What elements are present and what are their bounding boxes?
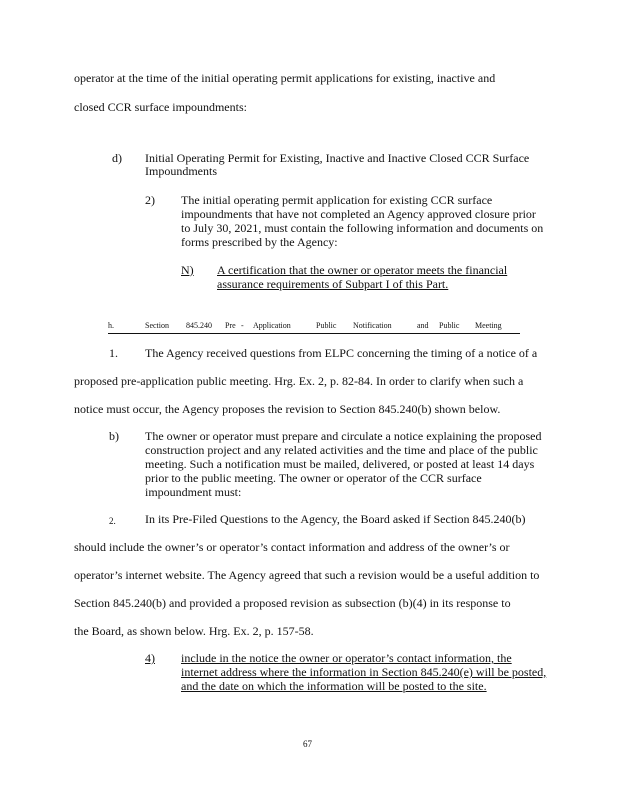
- heading-word: 845.240: [186, 321, 212, 330]
- item-b-line: construction project and any related activities and the time and place of the public: [145, 443, 538, 457]
- item-2-line: impoundments that have not completed an Agency approved closure prior: [181, 207, 536, 221]
- heading-letter: h.: [108, 321, 114, 330]
- heading-word: Meeting: [475, 321, 502, 330]
- item-b-line: The owner or operator must prepare and circulate a notice explaining the proposed: [145, 429, 542, 443]
- para-2-line: In its Pre-Filed Questions to the Agency, the Board asked if Section 845.240(b): [145, 512, 526, 526]
- para-2-line: should include the owner’s or operator’s contact information and address of the owner’s or: [74, 540, 510, 554]
- heading-word: Public: [316, 321, 337, 330]
- para-1-line: notice must occur, the Agency proposes the revision to Section 845.240(b) shown below.: [74, 402, 501, 416]
- item-2-line: forms prescribed by the Agency:: [181, 235, 338, 249]
- para-1-line: proposed pre-application public meeting. Hrg. Ex. 2, p. 82-84. In order to clarify when such a: [74, 374, 524, 388]
- item-4-line: internet address where the information in Section 845.240(e) will be posted,: [181, 665, 547, 679]
- heading-word: -: [241, 321, 244, 330]
- item-n-line-1: A certification that the owner or operator meets the financial: [217, 263, 508, 277]
- heading-word: Pre: [225, 321, 236, 330]
- para-2-line: the Board, as shown below. Hrg. Ex. 2, p. 157-58.: [74, 624, 314, 638]
- item-4-line: and the date on which the information will be posted to the site.: [181, 679, 487, 693]
- section-d-title-line-2: Impoundments: [145, 164, 217, 178]
- item-2-line: to July 30, 2021, must contain the following information and documents on: [181, 221, 544, 235]
- item-2-line: The initial operating permit application for existing CCR surface: [181, 193, 493, 207]
- item-4-label: 4): [145, 651, 155, 665]
- para-2-line: Section 845.240(b) and provided a proposed revision as subsection (b)(4) in its response to: [74, 596, 511, 610]
- heading-word: and: [417, 321, 429, 330]
- intro-line-2: closed CCR surface impoundments:: [74, 100, 247, 114]
- item-n-label: N): [181, 263, 194, 277]
- para-2-number: 2.: [109, 516, 116, 526]
- para-1-line: The Agency received questions from ELPC concerning the timing of a notice of a: [145, 346, 538, 360]
- item-b-line: impoundment must:: [145, 485, 242, 499]
- heading-word: Public: [439, 321, 460, 330]
- item-4-line: include in the notice the owner or operator’s contact information, the: [181, 651, 512, 665]
- item-n-line-2: assurance requirements of Subpart I of this Part.: [217, 277, 449, 291]
- section-heading-h: [108, 321, 520, 334]
- heading-word: Application: [253, 321, 291, 330]
- item-b-line: meeting. Such a notification must be mailed, delivered, or posted at least 14 days: [145, 457, 535, 471]
- para-2-line: operator’s internet website. The Agency agreed that such a revision would be a useful addition to: [74, 568, 540, 582]
- section-d-label: d): [112, 151, 122, 165]
- intro-line-1: operator at the time of the initial operating permit applications for existing, inactive and: [74, 71, 496, 85]
- para-1-number: 1.: [109, 346, 118, 360]
- item-b-label: b): [109, 429, 119, 443]
- section-d-title-line-1: Initial Operating Permit for Existing, Inactive and Inactive Closed CCR Surface: [145, 151, 530, 165]
- heading-word: Notification: [353, 321, 392, 330]
- heading-word: Section: [145, 321, 169, 330]
- item-2-label: 2): [145, 193, 155, 207]
- page-number: 67: [303, 739, 312, 749]
- item-b-line: prior to the public meeting. The owner or operator of the CCR surface: [145, 471, 482, 485]
